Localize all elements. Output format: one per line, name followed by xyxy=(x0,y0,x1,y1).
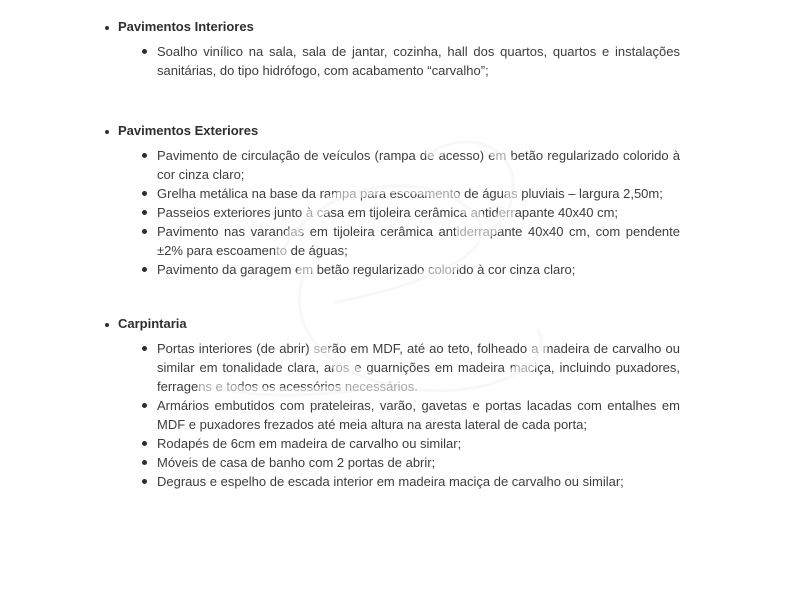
list-item-text: Passeios exteriores junto à casa em tijoleira cerâmica antiderrapante 40x40 cm; xyxy=(157,205,619,220)
section-pavimentos-interiores xyxy=(0,17,786,80)
bullet-icon xyxy=(105,26,109,30)
section-heading: Pavimentos Exteriores xyxy=(118,123,259,138)
section-items xyxy=(0,42,786,80)
section-heading-row xyxy=(105,314,786,334)
list-item xyxy=(142,472,680,491)
bullet-icon xyxy=(142,267,147,272)
bullet-icon xyxy=(142,346,147,351)
list-item xyxy=(142,42,680,80)
list-item-text: Armários embutidos com prateleiras, varão, gavetas e portas lacadas com entalhes em MDF e puxadores frezados até meia altura na aresta lateral de cada porta; xyxy=(157,398,680,432)
list-item xyxy=(142,396,680,434)
list-item-text: Degraus e espelho de escada interior em madeira maciça de carvalho ou similar; xyxy=(157,474,624,489)
bullet-icon xyxy=(142,479,147,484)
bullet-icon xyxy=(105,323,109,327)
list-item-text: Pavimento de circulação de veículos (rampa de acesso) em betão regularizado colorido à cor cinza claro; xyxy=(157,148,680,182)
list-item xyxy=(142,339,680,396)
bullet-icon xyxy=(105,130,109,134)
list-item xyxy=(142,146,680,184)
list-item-text: Pavimento nas varandas em tijoleira cerâmica antiderrapante 40x40 cm, com pendente ±2% para escoamento de águas; xyxy=(157,224,680,258)
section-pavimentos-exteriores xyxy=(0,121,786,279)
list-item-text: Móveis de casa de banho com 2 portas de abrir; xyxy=(157,455,436,470)
bullet-icon xyxy=(142,229,147,234)
section-heading: Carpintaria xyxy=(118,316,187,331)
bullet-icon xyxy=(142,49,147,54)
section-items xyxy=(0,146,786,279)
list-item-text: Soalho vinílico na sala, sala de jantar, cozinha, hall dos quartos, quartos e instalações sanitárias, do tipo hidrófogo, com acabamento “carvalho”; xyxy=(157,44,680,78)
list-item xyxy=(142,203,680,222)
bullet-icon xyxy=(142,441,147,446)
section-items xyxy=(0,339,786,491)
bullet-icon xyxy=(142,153,147,158)
bullet-icon xyxy=(142,403,147,408)
bullet-icon xyxy=(142,210,147,215)
list-item xyxy=(142,184,680,203)
list-item xyxy=(142,222,680,260)
list-item-text: Portas interiores (de abrir) serão em MDF, até ao teto, folheado a madeira de carvalho ou similar em tonalidade clara, aros e guarnições em madeira maciça, incluindo puxadores, ferragens e todos os acessórios necessários. xyxy=(157,341,680,394)
list-item-text: Rodapés de 6cm em madeira de carvalho ou similar; xyxy=(157,436,462,451)
list-item xyxy=(142,260,680,279)
section-heading-row xyxy=(105,121,786,141)
bullet-icon xyxy=(142,191,147,196)
list-item xyxy=(142,453,680,472)
section-heading: Pavimentos Interiores xyxy=(118,19,254,34)
list-item-text: Pavimento da garagem em betão regularizado colorido à cor cinza claro; xyxy=(157,262,576,277)
section-carpintaria xyxy=(0,314,786,491)
bullet-icon xyxy=(142,460,147,465)
section-heading-row xyxy=(105,17,786,37)
list-item-text: Grelha metálica na base da rampa para escoamento de águas pluviais – largura 2,50m; xyxy=(157,186,663,201)
list-item xyxy=(142,434,680,453)
